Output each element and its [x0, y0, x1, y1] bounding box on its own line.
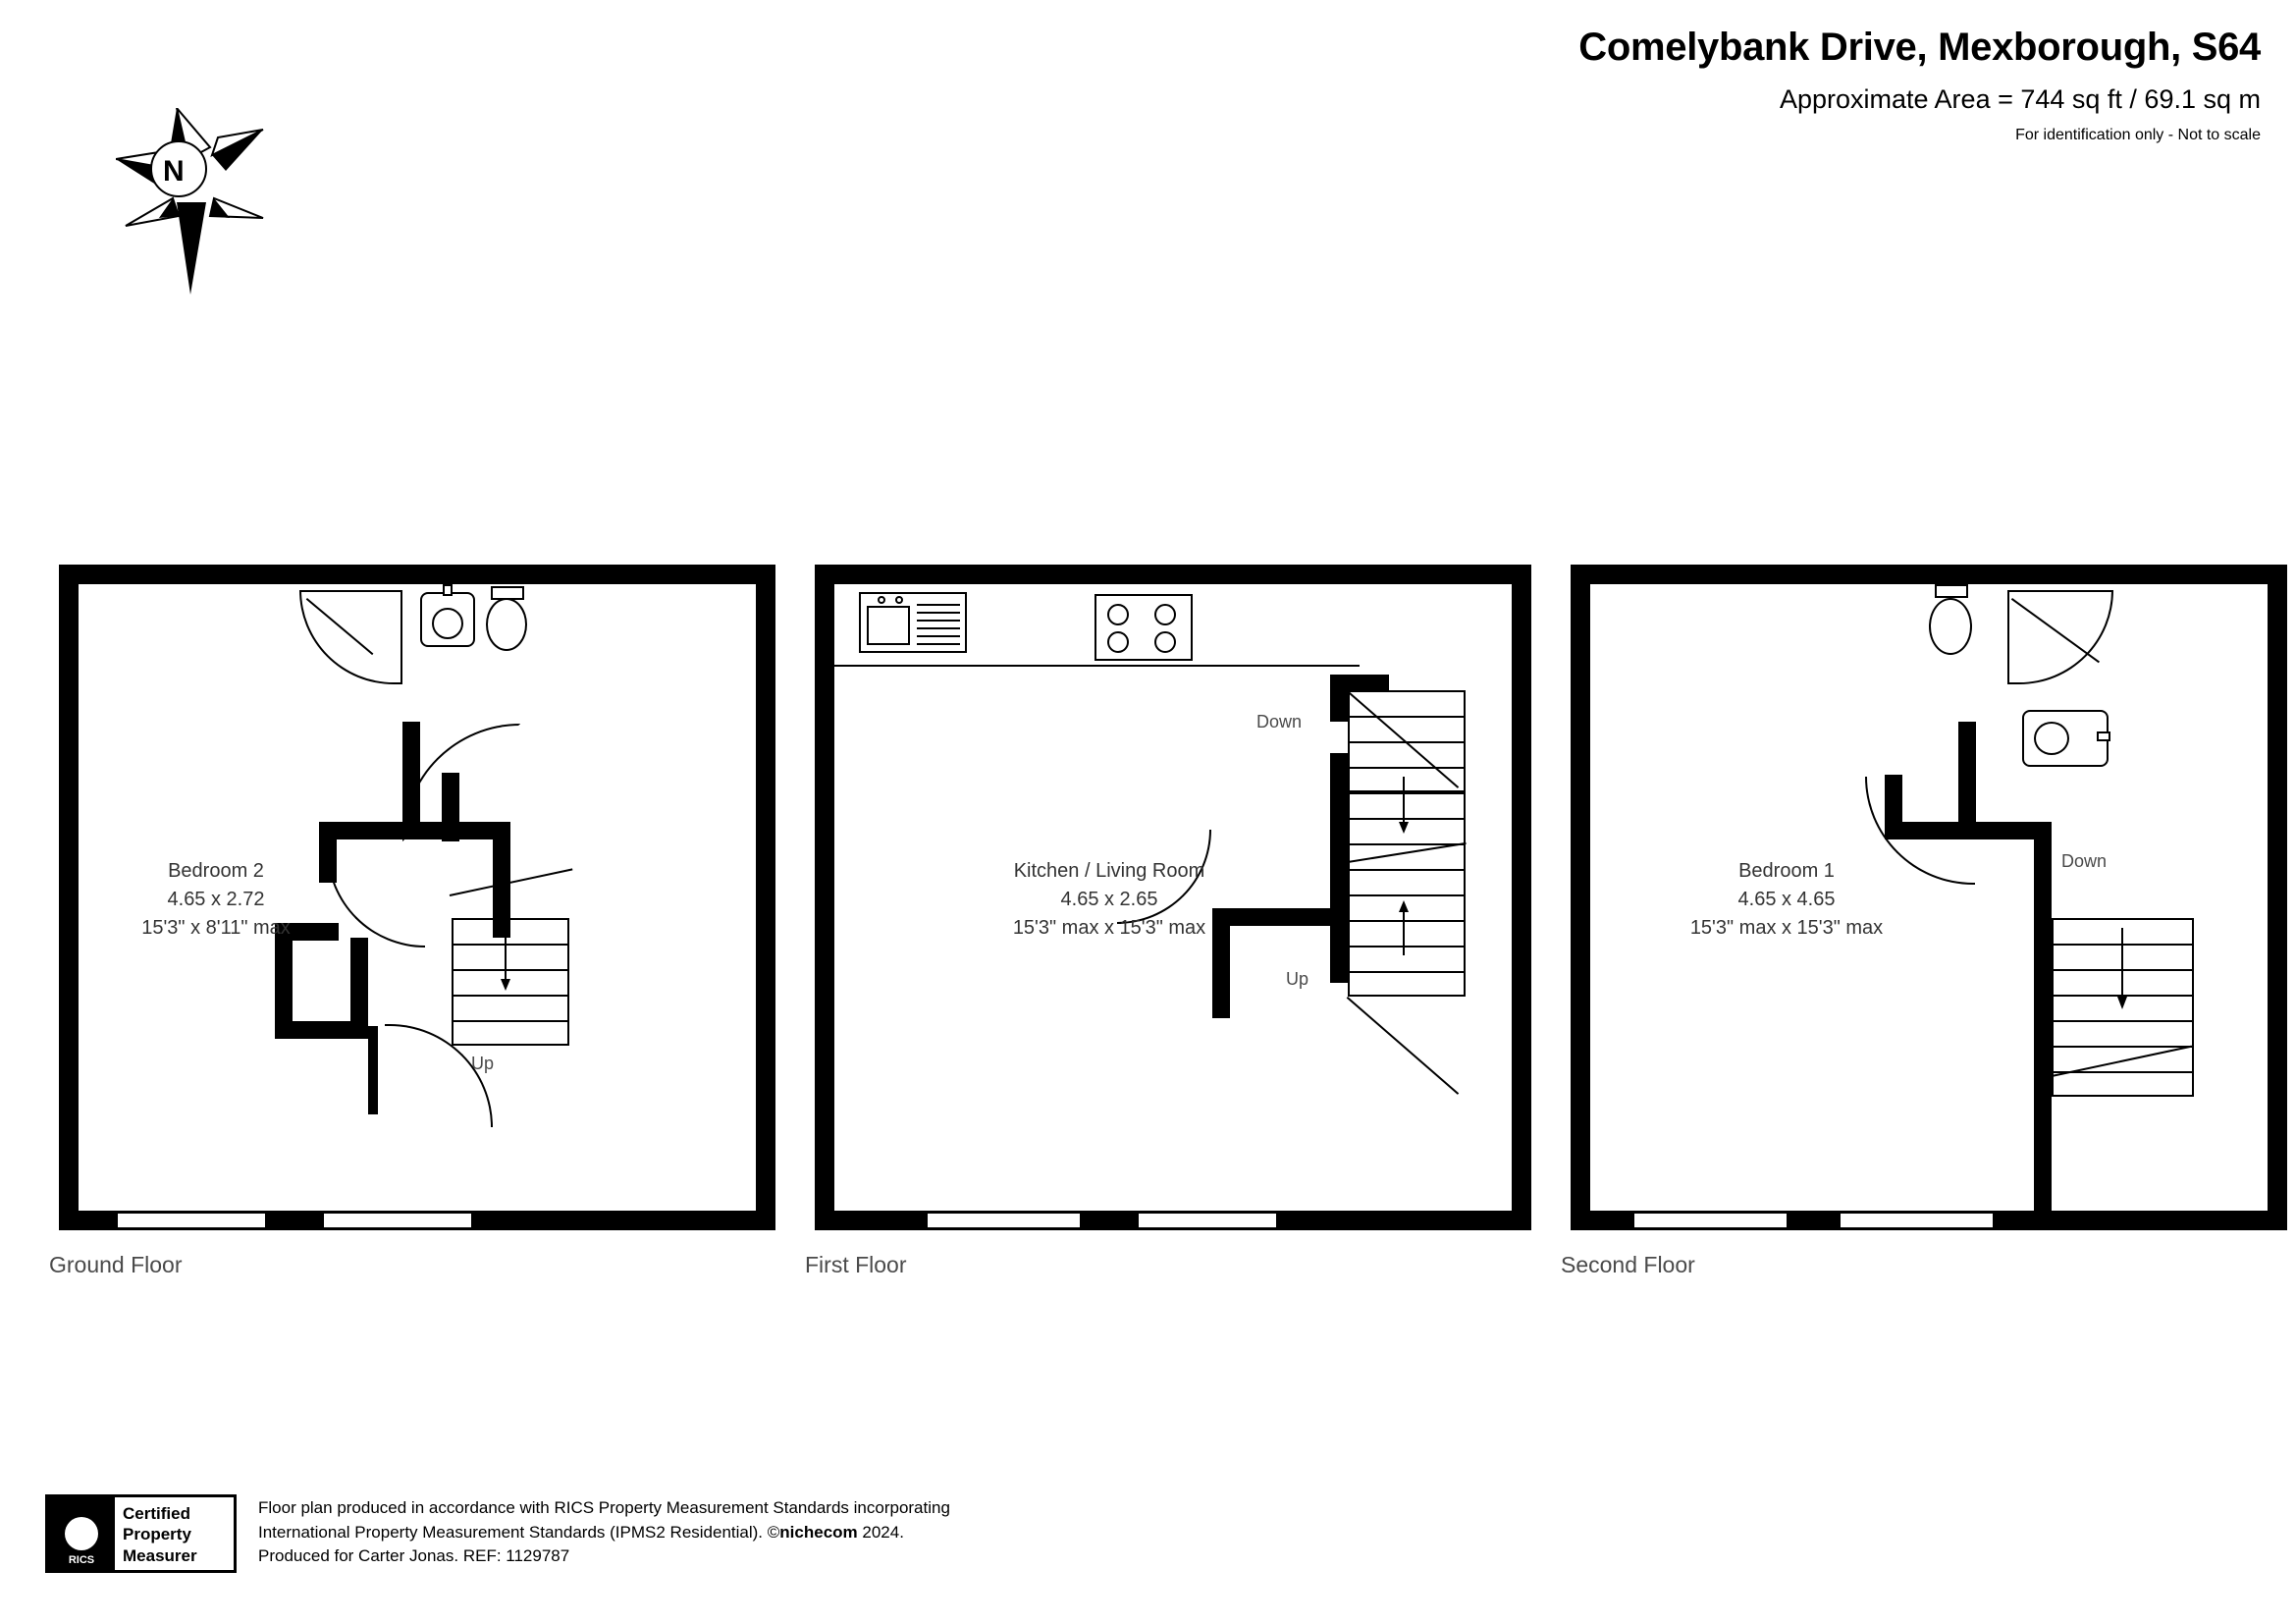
- internal-wall: [1330, 675, 1348, 722]
- room-metric: 4.65 x 4.65: [1737, 889, 1836, 910]
- window: [324, 1211, 471, 1230]
- basin-bowl-icon: [432, 608, 463, 639]
- ground-floor-outline: [59, 565, 775, 1230]
- window: [1841, 1211, 1993, 1230]
- room-label-bedroom-2: [141, 857, 291, 943]
- footer-disclaimer: [258, 1494, 950, 1569]
- toilet-icon: [486, 598, 527, 651]
- hob-icon: [1095, 594, 1193, 661]
- badge-line-1: Certified: [123, 1504, 190, 1523]
- window: [1634, 1211, 1787, 1230]
- rics-wordmark: RICS: [68, 1554, 95, 1566]
- sink-bowl-icon: [867, 606, 910, 645]
- stair-diagonal: [1347, 997, 1460, 1095]
- disclaimer-line-1: Floor plan produced in accordance with RICS Property Measurement Standards incorporating: [258, 1498, 950, 1517]
- rics-lion-icon: [65, 1517, 98, 1550]
- hob-ring-icon: [1154, 604, 1176, 625]
- north-compass: [116, 108, 283, 295]
- internal-wall: [2034, 908, 2052, 1213]
- room-label-bedroom-1: [1690, 857, 1883, 943]
- room-label-kitchen-living: [1013, 857, 1205, 943]
- window: [118, 1211, 265, 1230]
- floor-label-ground: Ground Floor: [49, 1252, 183, 1277]
- cistern-icon: [1935, 584, 1968, 598]
- disclaimer-line-3: Produced for Carter Jonas. REF: 1129787: [258, 1546, 570, 1566]
- handrail-line: [450, 868, 573, 896]
- door-swing-arc: [402, 724, 520, 841]
- plan-header: [1578, 26, 2261, 144]
- basin-bowl-icon: [2034, 722, 2069, 755]
- basin-tap-icon: [443, 584, 453, 596]
- door-swing-arc: [327, 838, 425, 947]
- room-imperial: 15'3" max x 15'3" max: [1689, 917, 1884, 939]
- copyright-symbol: ©: [767, 1522, 780, 1542]
- floor-label-second: Second Floor: [1561, 1252, 1695, 1277]
- page-title: Comelybank Drive, Mexborough, S64: [1578, 26, 2261, 69]
- floor-plan-first: [805, 565, 1531, 1277]
- nichecom-brand: nichecom: [779, 1522, 858, 1542]
- stair-label-down: Down: [2061, 851, 2108, 871]
- stair-direction-arrow: [499, 924, 512, 993]
- internal-wall: [1330, 926, 1348, 983]
- first-floor-outline: [815, 565, 1531, 1230]
- approximate-area: Approximate Area = 744 sq ft / 69.1 sq m: [1779, 84, 2261, 114]
- badge-line-3: Measurer: [123, 1545, 197, 1565]
- floor-label-first: First Floor: [805, 1252, 907, 1277]
- internal-wall: [1330, 753, 1348, 928]
- counter-edge: [834, 665, 1360, 667]
- drainer-line: [917, 627, 960, 629]
- stair-label-up: Up: [1286, 969, 1309, 989]
- identification-note: For identification only - Not to scale: [2015, 127, 2261, 143]
- drainer-line: [917, 635, 960, 637]
- internal-wall: [1212, 908, 1348, 926]
- drainer-line: [917, 620, 960, 622]
- badge-line-2: Property: [123, 1525, 191, 1544]
- sink-tap-icon: [895, 596, 903, 604]
- shower-tray-icon: [2007, 590, 2113, 684]
- certified-property-measurer-text: [115, 1497, 234, 1570]
- room-metric: 4.65 x 2.72: [167, 889, 265, 910]
- room-name: Bedroom 1: [1738, 860, 1835, 882]
- window: [928, 1211, 1080, 1230]
- second-floor-outline: [1571, 565, 2287, 1230]
- room-imperial: 15'3" max x 15'3" max: [1012, 917, 1206, 939]
- room-metric: 4.65 x 2.65: [1060, 889, 1158, 910]
- basin-tap-icon: [2097, 731, 2110, 741]
- drainer-line: [917, 643, 960, 645]
- stair-direction-arrow: [1397, 777, 1411, 836]
- floor-plan-second: [1561, 565, 2287, 1277]
- disclaimer-line-2: [258, 1521, 950, 1545]
- door-leaf: [368, 1026, 378, 1114]
- sink-tap-icon: [878, 596, 885, 604]
- cistern-icon: [491, 586, 524, 600]
- toilet-icon: [1929, 598, 1972, 655]
- rics-certified-badge: [45, 1494, 237, 1573]
- compass-north-letter: N: [163, 155, 185, 188]
- window: [1139, 1211, 1276, 1230]
- drainer-line: [917, 604, 960, 606]
- stair-direction-arrow: [1397, 898, 1411, 957]
- hob-ring-icon: [1107, 604, 1129, 625]
- room-name: Bedroom 2: [168, 860, 264, 882]
- hob-ring-icon: [1154, 631, 1176, 653]
- room-imperial: 15'3" x 8'11" max: [141, 917, 291, 939]
- stair-label-up: Up: [471, 1054, 495, 1073]
- hob-ring-icon: [1107, 631, 1129, 653]
- stair-label-down: Down: [1256, 712, 1303, 731]
- rics-logo-icon: [48, 1497, 115, 1570]
- floor-plan-ground: [49, 565, 775, 1277]
- internal-wall: [1212, 908, 1230, 1018]
- internal-wall: [350, 938, 368, 1039]
- room-name: Kitchen / Living Room: [1013, 860, 1205, 882]
- stair-direction-arrow: [2115, 928, 2129, 1011]
- drainer-line: [917, 612, 960, 614]
- footer: [45, 1494, 950, 1573]
- compass-icon: [116, 108, 283, 295]
- disclaimer-year: 2024.: [862, 1522, 904, 1542]
- disclaimer-line-2a: International Property Measurement Standards (IPMS2 Residential).: [258, 1522, 764, 1542]
